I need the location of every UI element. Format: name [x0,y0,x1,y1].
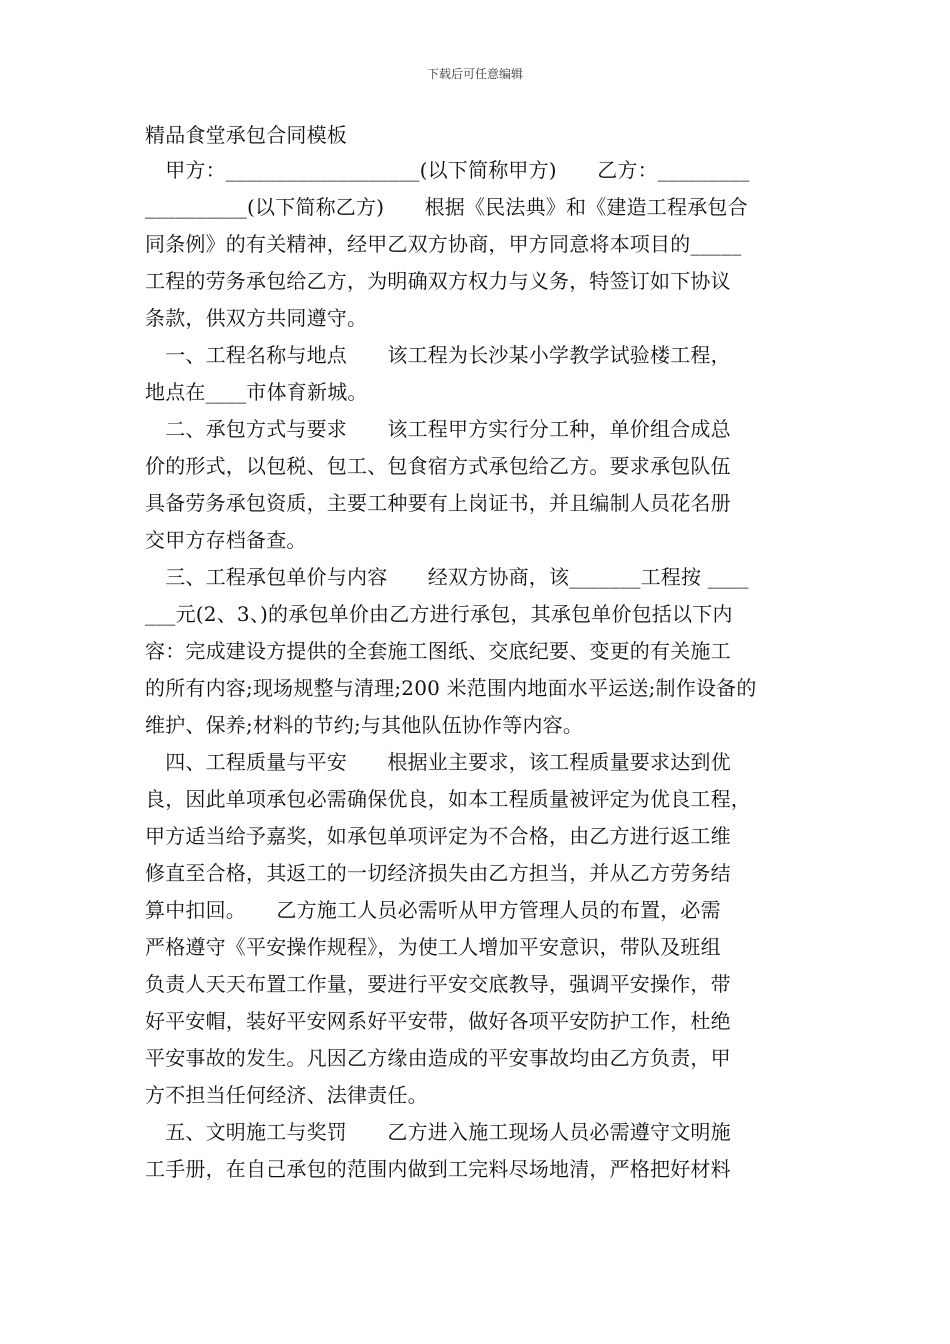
section-heading-line: 三、工程承包单价与内容 经双方协商，该_______工程按 ____ [145,565,749,589]
text-line: 维护、保养;材料的节约;与其他队伍协作等内容。 [145,713,584,737]
section-heading-line: 五、文明施工与奖罚 乙方进入施工现场人员必需遵守文明施 [145,1120,731,1144]
text-line: 容：完成建设方提供的全套施工图纸、交底纪要、变更的有关施工 [145,639,731,663]
text-line: 甲方：___________________(以下简称甲方) 乙方：_________ [145,158,750,182]
text-line: 修直至合格，其返工的一切经济损失由乙方担当，并从乙方劳务结 [145,861,731,885]
text-line: 平安事故的发生。凡因乙方缘由造成的平安事故均由乙方负责，甲 [145,1046,731,1070]
text-line: 工程的劳务承包给乙方，为明确双方权力与义务，特签订如下协议 [145,269,731,293]
section-heading-line: 一、工程名称与地点 该工程为长沙某小学教学试验楼工程， [145,343,731,367]
text-line: 严格遵守《平安操作规程》，为使工人增加平安意识，带队及班组 [145,935,721,959]
text-line: 甲方适当给予嘉奖，如承包单项评定为不合格，由乙方进行返工维 [145,824,731,848]
text-line: 好平安帽，装好平安网系好平安带，做好各项平安防护工作，杜绝 [145,1009,731,1033]
text-line: 条款，供双方共同遵守。 [145,306,368,330]
text-line: 交甲方存档备查。 [145,528,307,552]
text-line: ___元(2、3、)的承包单价由乙方进行承包，其承包单价包括以下内 [145,602,733,626]
text-line: __________(以下简称乙方) 根据《民法典》和《建造工程承包合 [145,195,748,219]
text-line: 地点在____市体育新城。 [145,380,368,404]
header-note: 下载后可任意编辑 [426,67,523,81]
document-body [145,118,807,1188]
text-line: 良，因此单项承包必需确保优良，如本工程质量被评定为优良工程， [145,787,751,811]
text-line: 负责人天天布置工作量，要进行平安交底教导，强调平安操作，带 [145,972,731,996]
text-line: 工手册，在自己承包的范围内做到工完料尽场地清，严格把好材料 [145,1157,731,1181]
text-line: 算中扣回。 乙方施工人员必需听从甲方管理人员的布置，必需 [145,898,721,922]
text-line: 的所有内容;现场规整与清理;200 米范围内地面水平运送;制作设备的 [145,676,757,700]
text-line: 同条例》的有关精神，经甲乙双方协商，甲方同意将本项目的_____ [145,232,742,256]
document-title: 精品食堂承包合同模板 [145,123,347,147]
section-heading-line: 四、工程质量与平安 根据业主要求，该工程质量要求达到优 [145,750,731,774]
text-line: 具备劳务承包资质，主要工种要有上岗证书，并且编制人员花名册 [145,491,731,515]
text-line: 方不担当任何经济、法律责任。 [145,1083,428,1107]
text-line: 价的形式，以包税、包工、包食宿方式承包给乙方。要求承包队伍 [145,454,731,478]
section-heading-line: 二、承包方式与要求 该工程甲方实行分工种，单价组合成总 [145,417,731,441]
